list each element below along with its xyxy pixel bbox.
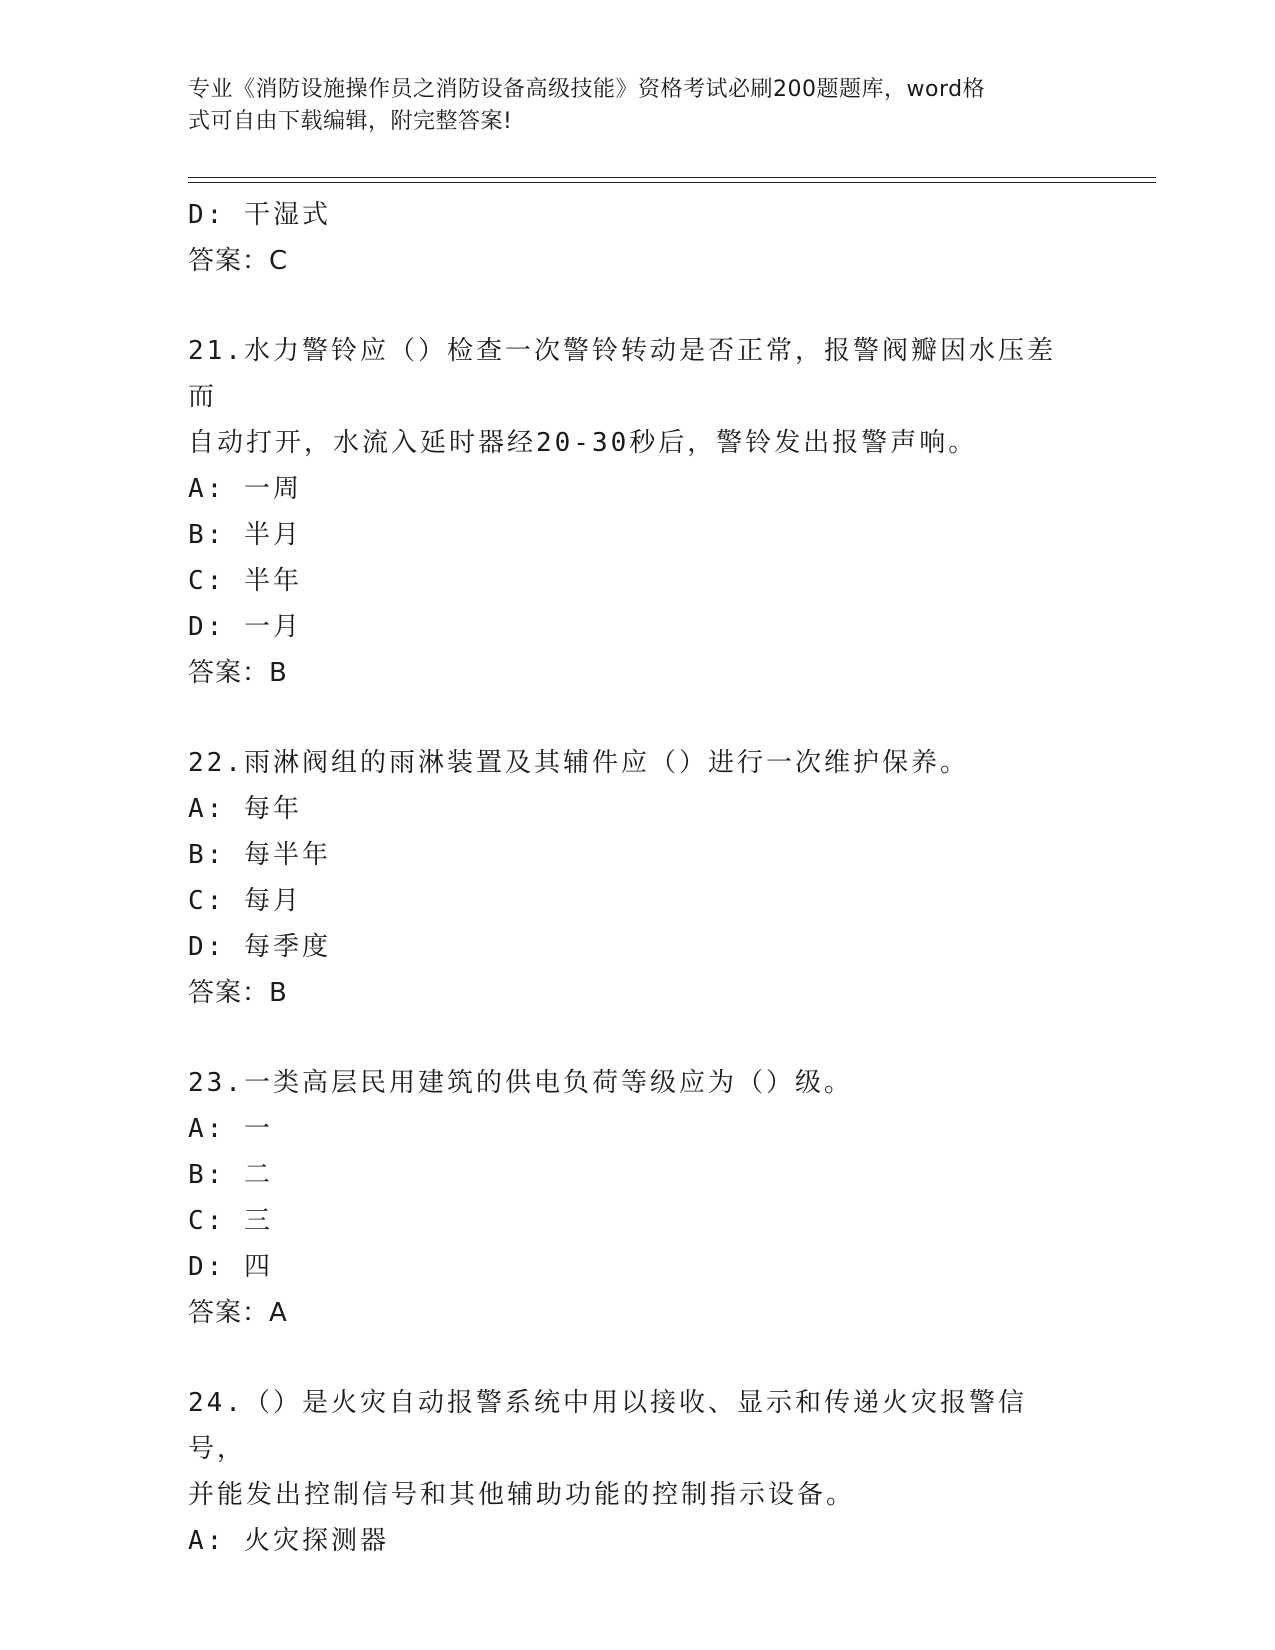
option-a: A: 每年 bbox=[188, 794, 302, 824]
option-a: A: 一 bbox=[188, 1114, 273, 1144]
option-c: C: 三 bbox=[188, 1206, 273, 1236]
option-a: A: 一周 bbox=[188, 474, 302, 504]
question-21 bbox=[188, 328, 1088, 696]
question-text-line-2: 并能发出控制信号和其他辅助功能的控制指示设备。 bbox=[188, 1480, 856, 1510]
option-b: B: 每半年 bbox=[188, 840, 331, 870]
header-line-2: 式可自由下载编辑，附完整答案! bbox=[188, 109, 513, 134]
previous-question-tail bbox=[188, 192, 1088, 284]
question-text-line-1: 24.（）是火灾自动报警系统中用以接收、显示和传递火灾报警信号， bbox=[188, 1388, 1027, 1464]
option-d: D: 干湿式 bbox=[188, 200, 331, 230]
question-text-line-1: 23.一类高层民用建筑的供电负荷等级应为（）级。 bbox=[188, 1068, 853, 1098]
header-line-1: 专业《消防设施操作员之消防设备高级技能》资格考试必刷200题题库，word格 bbox=[188, 77, 986, 102]
option-a: A: 火灾探测器 bbox=[188, 1526, 389, 1556]
header-divider-bottom bbox=[188, 182, 1156, 183]
answer-line: 答案：B bbox=[188, 658, 288, 688]
option-d: D: 一月 bbox=[188, 612, 302, 642]
option-c: C: 半年 bbox=[188, 566, 302, 596]
question-text-line-1: 21.水力警铃应（）检查一次警铃转动是否正常，报警阀瓣因水压差而 bbox=[188, 336, 1056, 412]
document-body bbox=[188, 192, 1088, 1564]
question-24 bbox=[188, 1380, 1088, 1564]
option-d: D: 四 bbox=[188, 1252, 273, 1282]
option-c: C: 每月 bbox=[188, 886, 302, 916]
header-divider-top bbox=[188, 177, 1156, 178]
answer-line: 答案：C bbox=[188, 246, 289, 276]
option-b: B: 二 bbox=[188, 1160, 273, 1190]
question-text-line-1: 22.雨淋阀组的雨淋装置及其辅件应（）进行一次维护保养。 bbox=[188, 748, 969, 778]
option-b: B: 半月 bbox=[188, 520, 302, 550]
option-d: D: 每季度 bbox=[188, 932, 331, 962]
document-header bbox=[188, 74, 1068, 138]
question-text-line-2: 自动打开，水流入延时器经20-30秒后，警铃发出报警声响。 bbox=[188, 428, 978, 458]
question-23 bbox=[188, 1060, 1088, 1336]
question-22 bbox=[188, 740, 1088, 1016]
answer-line: 答案：A bbox=[188, 1298, 288, 1328]
answer-line: 答案：B bbox=[188, 978, 288, 1008]
